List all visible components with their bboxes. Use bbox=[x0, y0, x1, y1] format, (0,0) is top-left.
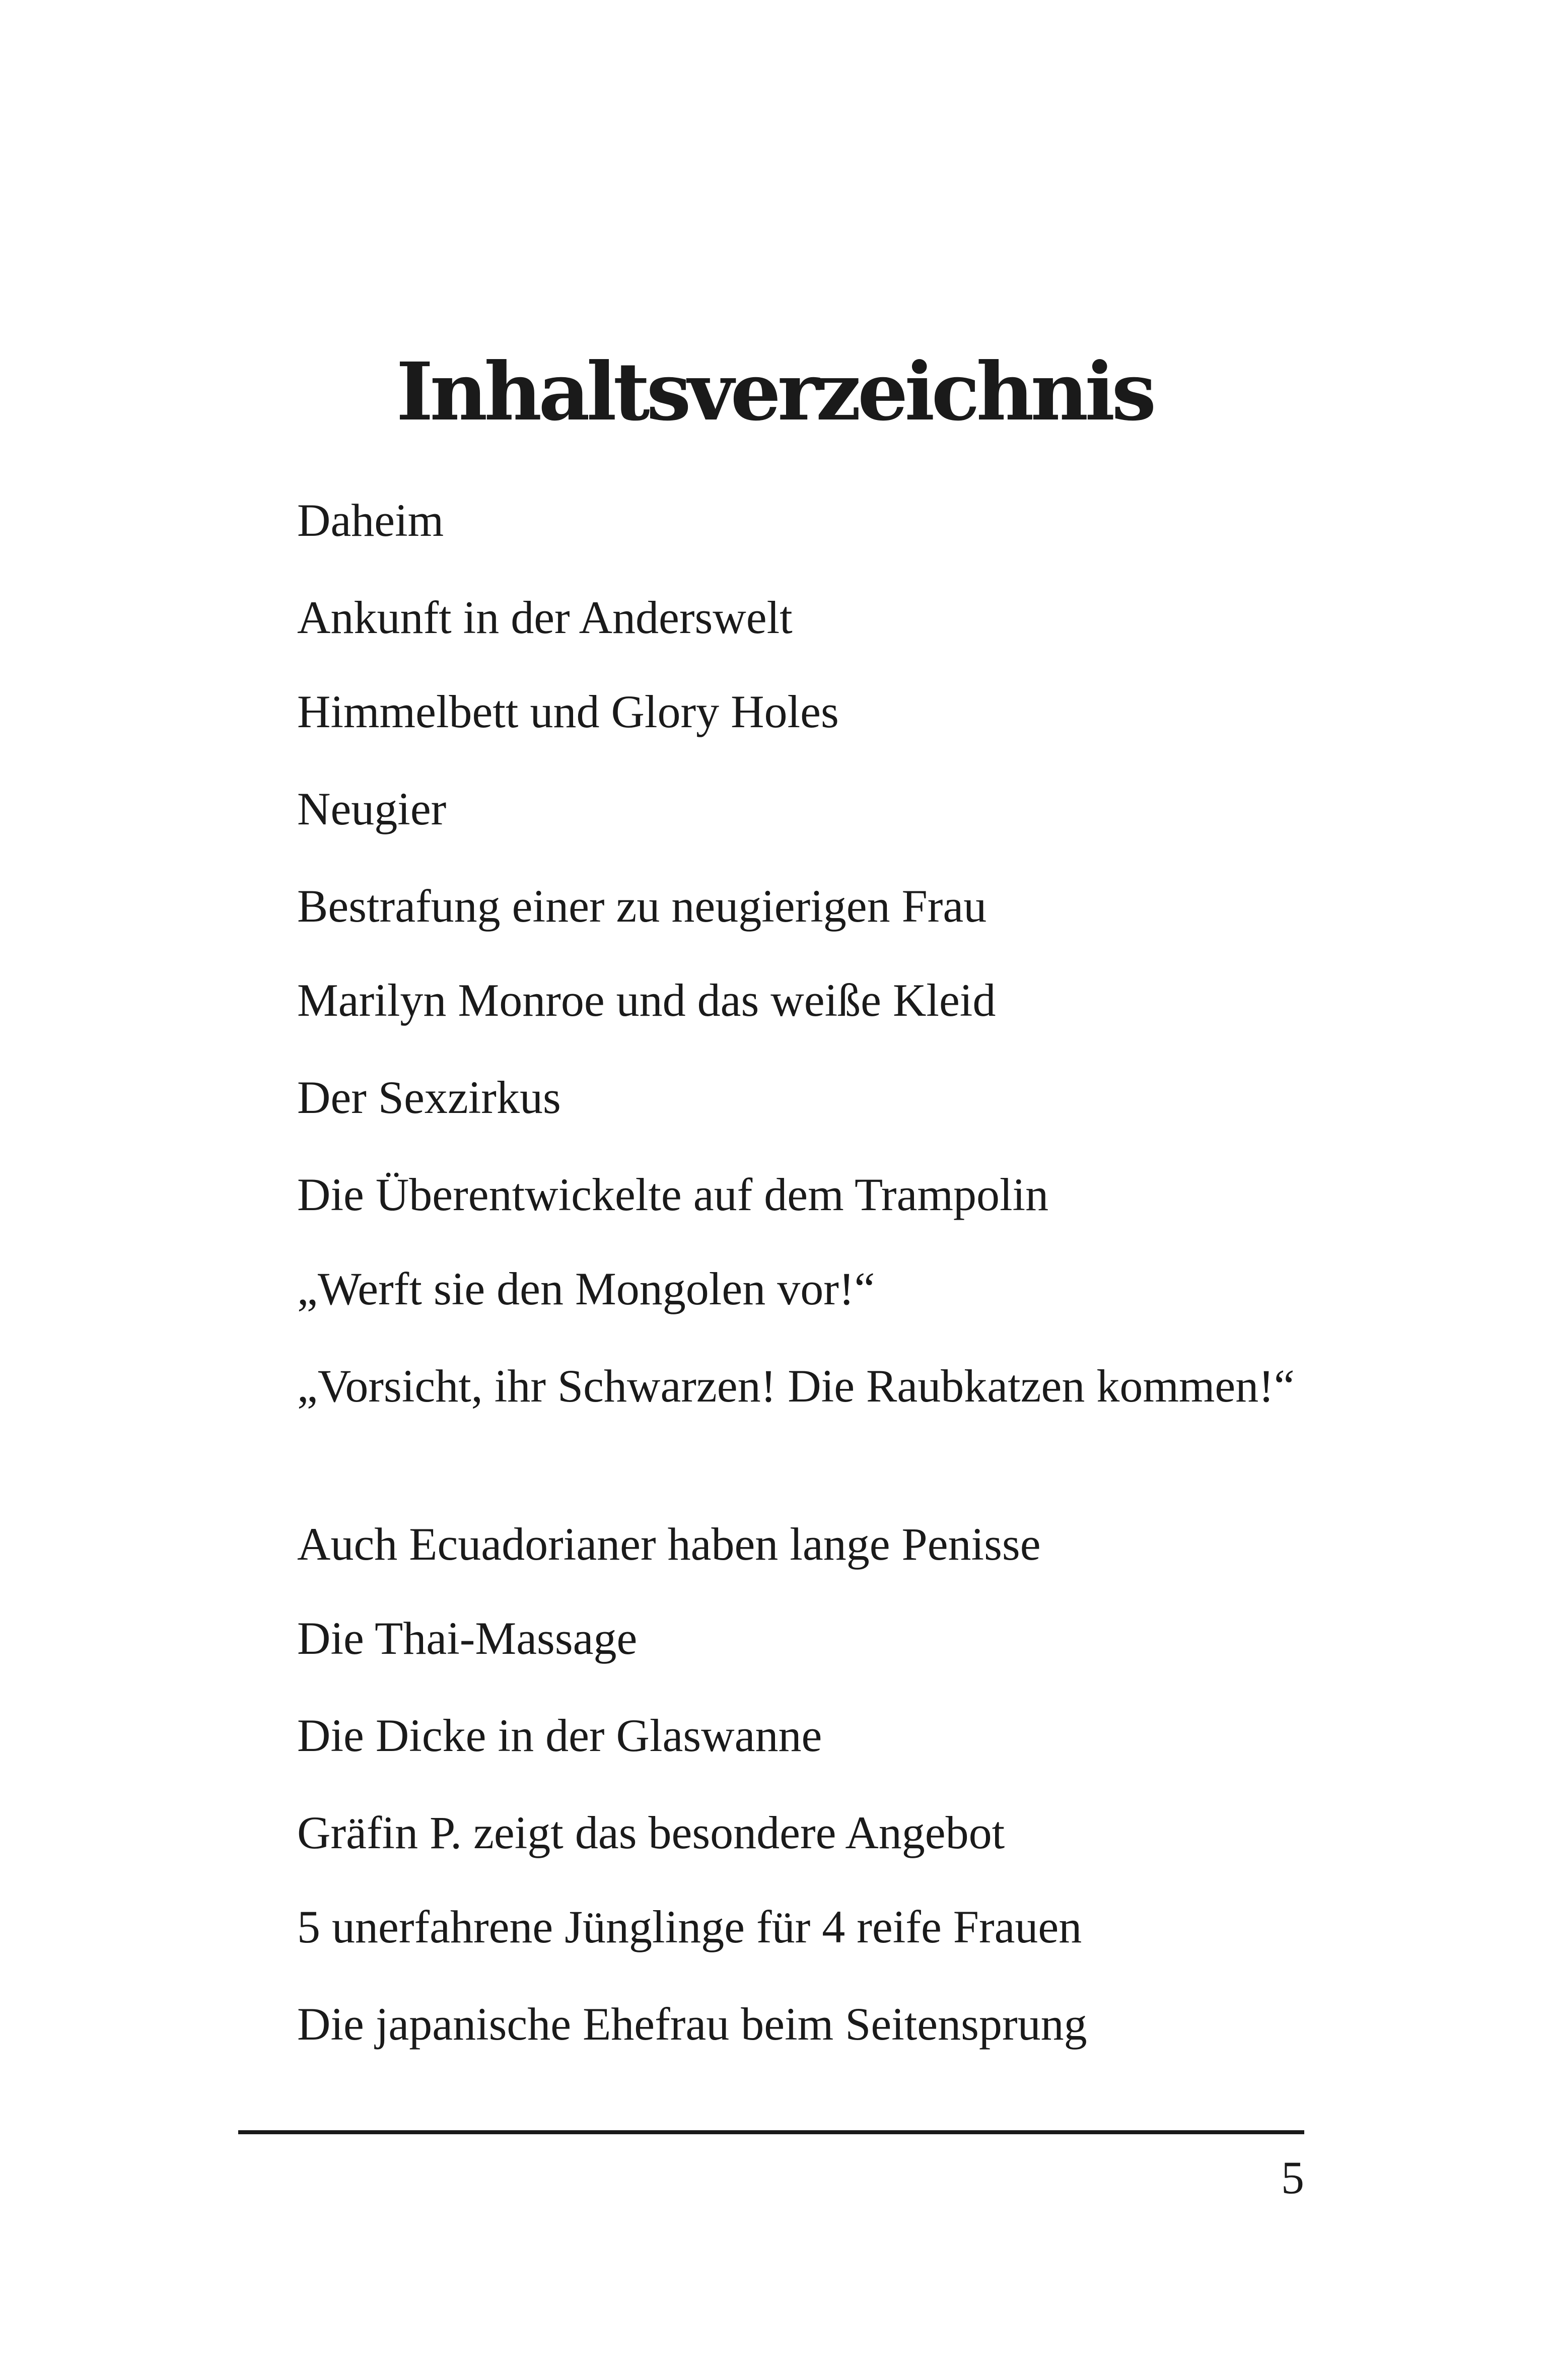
toc-entry: Bestrafung einer zu neugierigen Frau bbox=[297, 880, 987, 932]
toc-entry: Die japanische Ehefrau beim Seitensprung bbox=[297, 1998, 1087, 2050]
toc-entry: „Vorsicht, ihr Schwarzen! Die Raubkatzen kommen!“ bbox=[297, 1360, 1295, 1412]
toc-entry: Die Dicke in der Glaswanne bbox=[297, 1710, 822, 1761]
toc-entry: Ankunft in der Anderswelt bbox=[297, 592, 793, 643]
footer-rule bbox=[238, 2130, 1304, 2134]
toc-entry: 5 unerfahrene Jünglinge für 4 reife Frauen bbox=[297, 1901, 1082, 1952]
toc-entry: Auch Ecuadorianer haben lange Penisse bbox=[297, 1518, 1041, 1570]
toc-entry: Himmelbett und Glory Holes bbox=[297, 686, 839, 737]
toc-entry: Die Überentwickelte auf dem Trampolin bbox=[297, 1169, 1049, 1220]
toc-title: Inhaltsverzeichnis bbox=[396, 345, 1153, 439]
toc-entry: Die Thai-Massage bbox=[297, 1613, 638, 1664]
page-number: 5 bbox=[1281, 2152, 1304, 2203]
toc-entry: „Werft sie den Mongolen vor!“ bbox=[297, 1263, 875, 1314]
toc-entry: Neugier bbox=[297, 783, 447, 834]
toc-entry: Der Sexzirkus bbox=[297, 1072, 561, 1123]
toc-entry: Gräfin P. zeigt das besondere Angebot bbox=[297, 1807, 1005, 1858]
toc-entry: Daheim bbox=[297, 495, 444, 546]
toc-entry: Marilyn Monroe und das weiße Kleid bbox=[297, 974, 996, 1026]
